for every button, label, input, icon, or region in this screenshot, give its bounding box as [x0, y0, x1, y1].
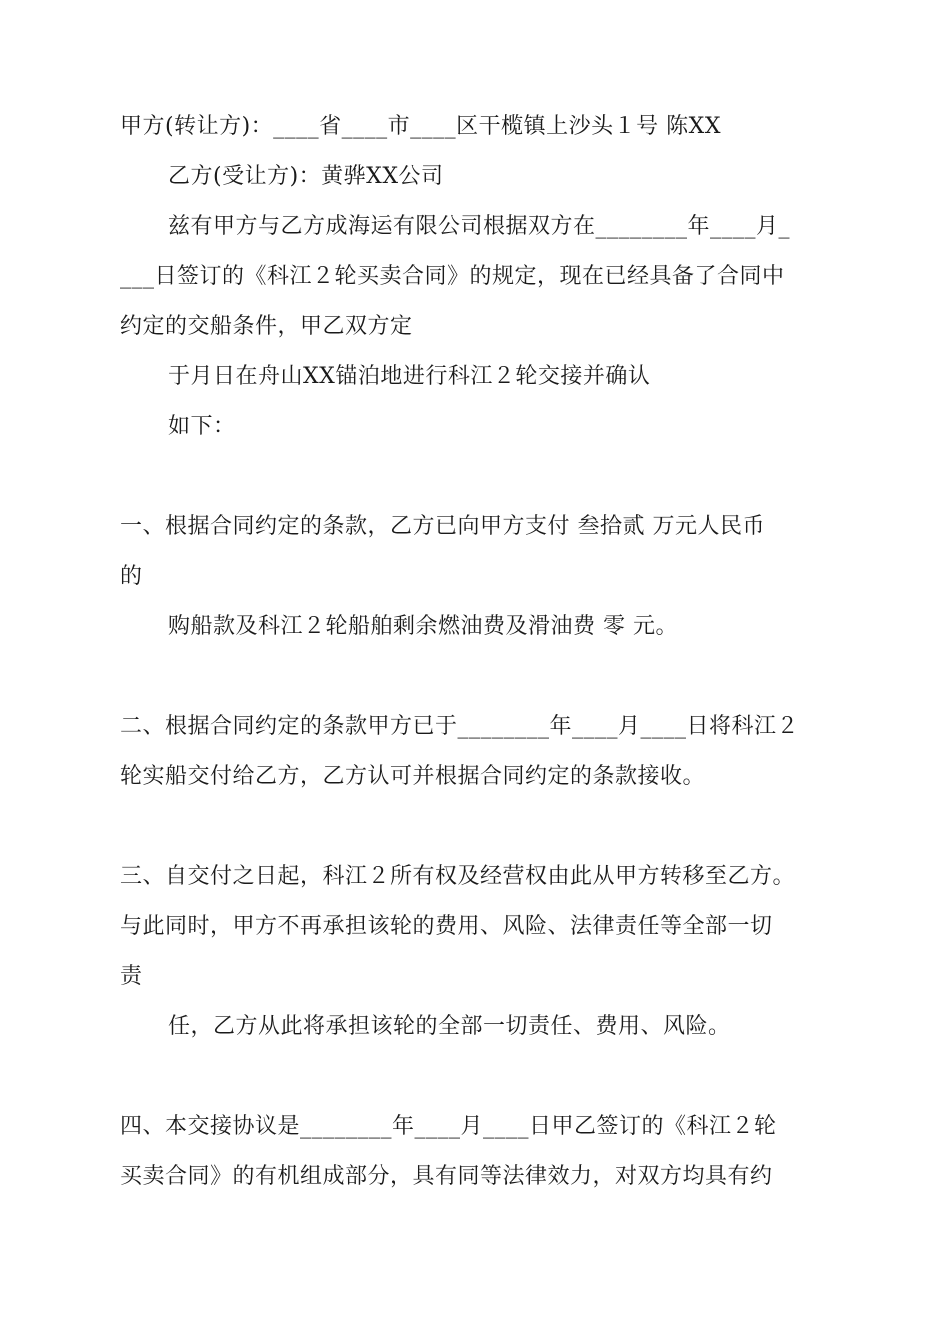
clause-3-line-2: 与此同时，甲方不再承担该轮的费用、风险、法律责任等全部一切	[120, 914, 773, 939]
clause-4-line-2: 买卖合同》的有机组成部分，具有同等法律效力，对双方均具有约	[120, 1164, 773, 1189]
clause-3-line-4: 任，乙方从此将承担该轮的全部一切责任、费用、风险。	[168, 1014, 731, 1039]
intro-line-4: 于月日在舟山XX锚泊地进行科江２轮交接并确认	[168, 364, 651, 389]
clause-1-line-2: 的	[120, 564, 143, 589]
intro-line-2: ___日签订的《科江２轮买卖合同》的规定，现在已经具备了合同中	[120, 264, 785, 289]
clause-2-line-1: 二、根据合同约定的条款甲方已于________年____月____日将科江２	[120, 714, 800, 739]
party-b-line: 乙方(受让方)：黄骅XX公司	[168, 164, 444, 189]
clause-1-line-3: 购船款及科江２轮船舶剩余燃油费及滑油费 零 元。	[168, 614, 678, 639]
intro-line-1: 兹有甲方与乙方成海运有限公司根据双方在________年____月_	[168, 214, 791, 239]
clause-4-line-1: 四、本交接协议是________年____月____日甲乙签订的《科江２轮	[120, 1114, 777, 1139]
clause-2-line-2: 轮实船交付给乙方，乙方认可并根据合同约定的条款接收。	[120, 764, 706, 789]
intro-line-3: 约定的交船条件，甲乙双方定	[120, 314, 413, 339]
clause-3-line-3: 责	[120, 964, 143, 989]
clause-1-line-1: 一、根据合同约定的条款，乙方已向甲方支付 叁拾贰 万元人民币	[120, 514, 765, 539]
clause-3-line-1: 三、自交付之日起，科江２所有权及经营权由此从甲方转移至乙方。	[120, 864, 796, 889]
party-a-line: 甲方(转让方)：____省____市____区干榄镇上沙头１号 陈XX	[120, 114, 721, 139]
intro-line-5: 如下：	[168, 414, 236, 439]
